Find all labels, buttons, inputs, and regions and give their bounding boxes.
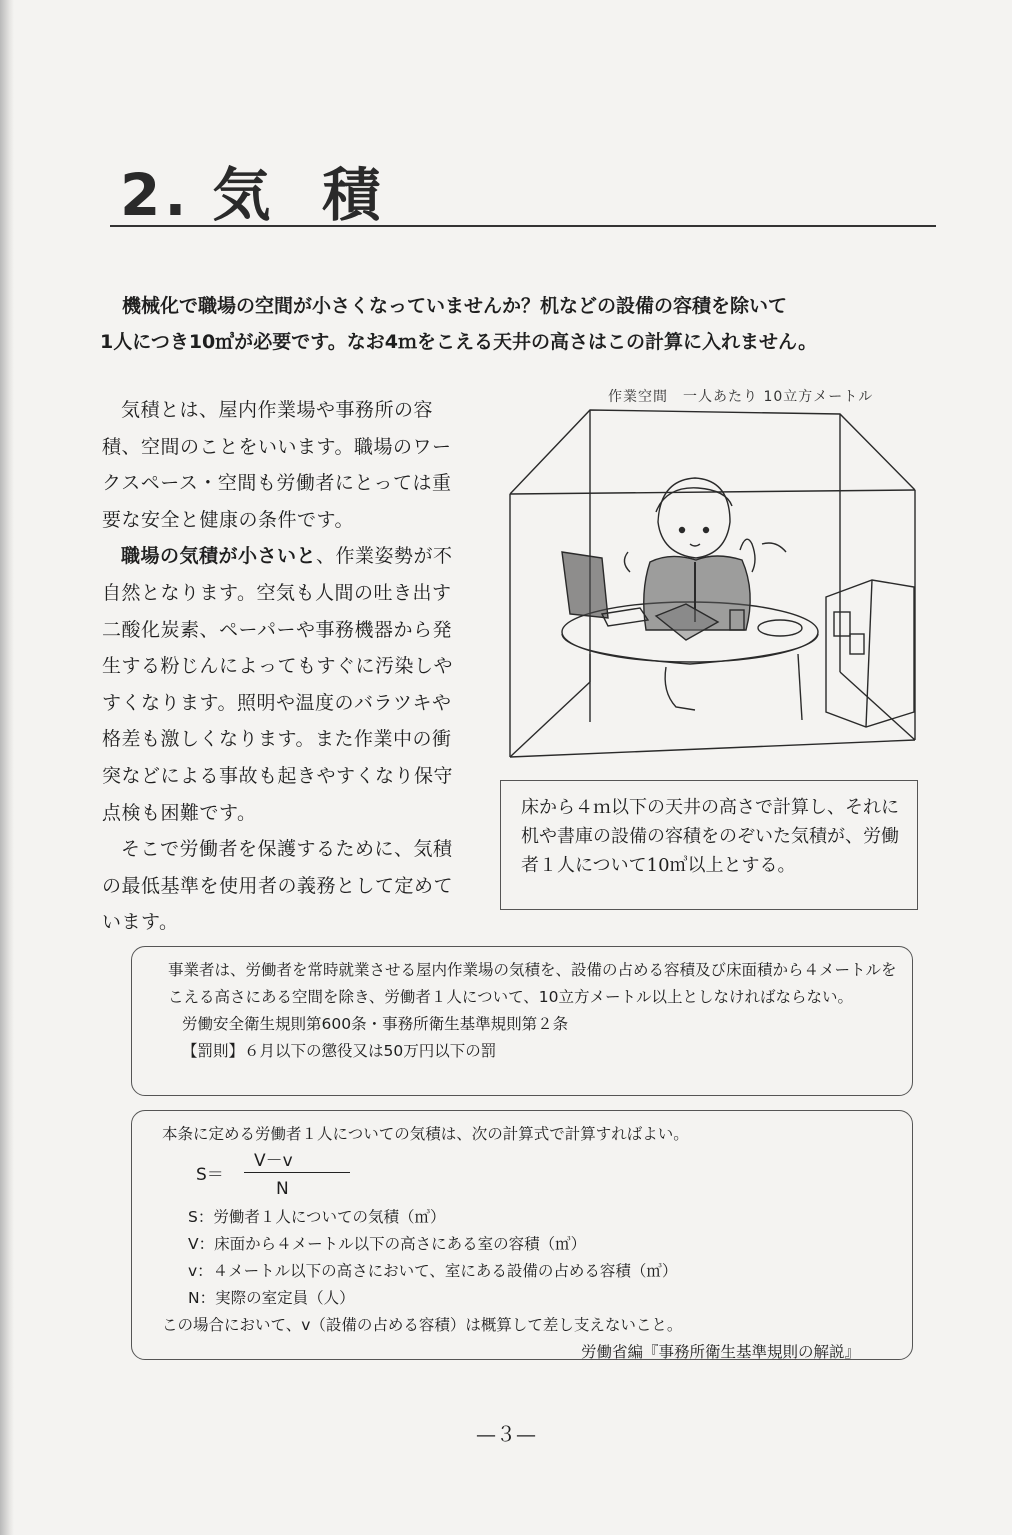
section-number: 2.: [120, 161, 191, 229]
volume-formula: [196, 1148, 898, 1204]
body-paragraph-1: 気積とは、屋内作業場や事務所の容積、空間のことをいいます。職場のワークスペース・空間も労働者にとっては重要な安全と健康の条件です。: [102, 399, 452, 531]
body-text: [102, 392, 462, 941]
penalty-label: 【罰則】: [182, 1042, 245, 1060]
body-paragraph-3: そこで労働者を保護するために、気積の最低基準を使用者の義務として定めています。: [102, 838, 454, 934]
body-paragraph-2: [102, 538, 462, 831]
penalty-line: [148, 1038, 898, 1065]
formula-denominator: N: [276, 1179, 289, 1199]
regulation-reference: 労働安全衛生規則第600条・事務所衛生基準規則第２条: [182, 1015, 569, 1033]
definition-S: S：労働者１人についての気積（㎥）: [188, 1208, 446, 1226]
definition-v: v：４メートル以下の高さにおいて、室にある設備の占める容積（㎥）: [188, 1262, 678, 1280]
lead-paragraph: [100, 288, 950, 360]
lead-line-2: 1人につき10㎥が必要です。なお4ｍをこえる天井の高さはこの計算に入れません。: [100, 331, 818, 353]
formula-source: 労働省編『事務所衛生基準規則の解説』: [580, 1343, 860, 1361]
regulation-text: 事業者は、労働者を常時就業させる屋内作業場の気積を、設備の占める容積及び床面積から４メートルをこえる高さにある空間を除き、労働者１人について、10立方メートル以上としなければならない。: [168, 961, 897, 1006]
page-number: —３—: [476, 1422, 536, 1446]
illustration-caption: 作業空間 一人あたり 10立方メートル: [608, 389, 874, 405]
lead-line-1: 機械化で職場の空間が小さくなっていませんか？机などの設備の容積を除いて: [122, 295, 788, 317]
formula-intro: 本条に定める労働者１人についての気積は、次の計算式で計算すればよい。: [162, 1125, 689, 1143]
definition-N: N：実際の室定員（人）: [188, 1289, 355, 1307]
page-binding-edge: [0, 0, 14, 1535]
definition-V: V：床面から４メートル以下の高さにある室の容積（㎥）: [188, 1235, 587, 1253]
workspace-illustration: [490, 382, 930, 762]
fraction-bar: [244, 1172, 350, 1173]
calculation-note-box: [500, 780, 918, 910]
page-title: [120, 148, 432, 232]
formula-numerator: V－v: [254, 1151, 293, 1171]
body-paragraph-2-text: 、作業姿勢が不自然となります。空気も人間の吐き出す二酸化炭素、ペーパーや事務機器から発生する粉じんによってもすぐに汚染しやすくなります。照明や温度のバラツキや格差も激しくなります。また作業中の衝突などによる事故も起きやすくなり保守点検も困難です。: [102, 545, 454, 824]
title-underline: [110, 225, 936, 227]
formula-lhs: S＝: [196, 1165, 224, 1185]
body-emphasis: 職場の気積が小さいと: [121, 545, 317, 568]
penalty-text: ６月以下の懲役又は50万円以下の罰: [244, 1042, 497, 1060]
formula-note: この場合において、v（設備の占める容積）は概算して差し支えないこと。: [162, 1316, 683, 1334]
formula-box: [131, 1110, 913, 1360]
formula-definitions: [162, 1204, 898, 1312]
regulation-box: [131, 946, 913, 1096]
section-title: 気積: [212, 161, 433, 229]
calculation-note-text: 床から４ｍ以下の天井の高さで計算し、それに机や書庫の設備の容積をのぞいた気積が、労働者１人について10㎥以上とする。: [521, 797, 899, 876]
